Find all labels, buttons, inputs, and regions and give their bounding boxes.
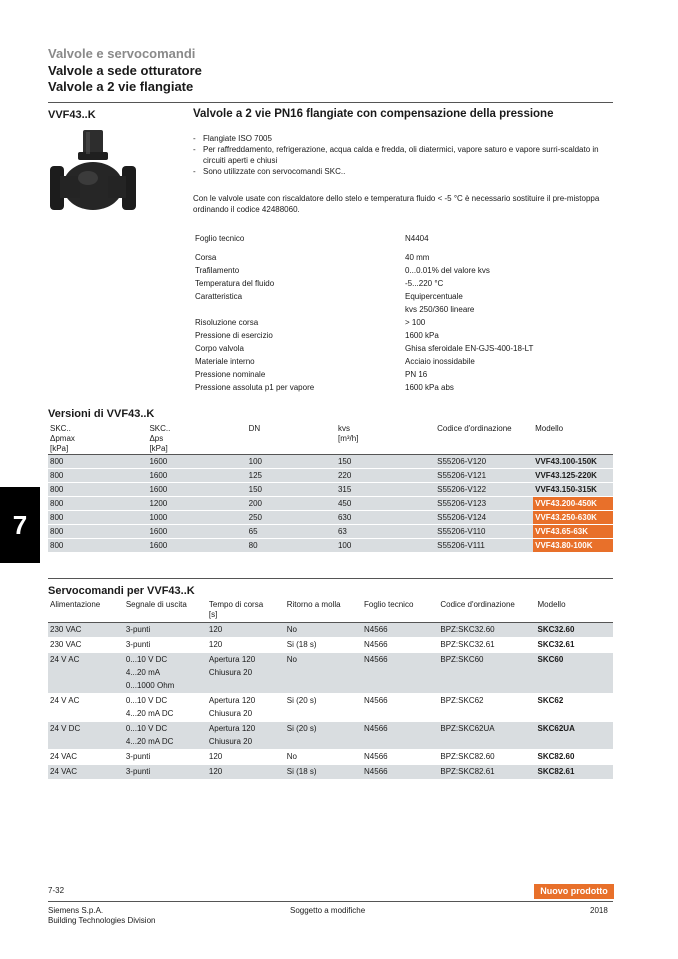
spec-value: Equipercentuale	[405, 292, 463, 301]
table-cell: S55206-V111	[435, 539, 533, 553]
feature-item: - Per raffreddamento, refrigerazione, acqua calda e fredda, oli diatermici, vapore saturo e vapore surri-scaldato in circuiti aperti e chiusi	[193, 144, 613, 166]
model-cell: VVF43.65-63K	[533, 525, 613, 539]
spec-key: Pressione nominale	[195, 370, 266, 379]
column-header: Modello	[533, 424, 613, 455]
spec-value: 1600 kPa abs	[405, 383, 454, 392]
spec-value: Acciaio inossidabile	[405, 357, 475, 366]
model-cell: VVF43.150-315K	[533, 483, 613, 497]
table-cell: Apertura 120 Chiusura 20	[207, 722, 285, 750]
table-row	[48, 497, 613, 511]
table-cell: 230 VAC	[48, 623, 124, 638]
spec-key: Caratteristica	[195, 292, 243, 301]
model-cell: VVF43.200-450K	[533, 497, 613, 511]
table-cell: Apertura 120 Chiusura 20	[207, 653, 285, 694]
spec-key: Foglio tecnico	[195, 234, 245, 243]
table-cell: S55206-V122	[435, 483, 533, 497]
spec-key	[195, 303, 405, 316]
table-cell: No	[285, 653, 362, 694]
footer-notice: Soggetto a modifiche	[290, 906, 366, 915]
spec-key: Pressione assoluta p1 per vapore	[195, 383, 315, 392]
table-cell: 24 V DC	[48, 722, 124, 750]
table-cell: BPZ:SKC62	[438, 694, 535, 722]
model-cell: SKC82.60	[536, 750, 613, 765]
model-cell: SKC62	[536, 694, 613, 722]
table-row	[48, 469, 613, 483]
section-rule	[48, 578, 613, 579]
table-row	[48, 750, 613, 765]
table-cell: N4566	[362, 750, 438, 765]
table-cell: No	[285, 750, 362, 765]
table-cell: N4566	[362, 623, 438, 638]
model-cell: SKC32.61	[536, 638, 613, 653]
table-cell: Si (20 s)	[285, 694, 362, 722]
column-header: Ritorno a molla	[285, 600, 362, 623]
chapter-tab: 7	[0, 487, 40, 563]
spec-key: Pressione di esercizio	[195, 331, 273, 340]
model-cell: VVF43.250-630K	[533, 511, 613, 525]
table-cell: 800	[48, 455, 147, 469]
spec-key: Temperatura del fluido	[195, 279, 275, 288]
spec-value: -5...220 °C	[405, 279, 444, 288]
column-header: SKC.. Δpmax [kPa]	[48, 424, 147, 455]
spec-row	[195, 251, 535, 264]
table-cell: No	[285, 623, 362, 638]
table-cell: Apertura 120 Chiusura 20	[207, 694, 285, 722]
table-cell: 1200	[147, 497, 246, 511]
table-cell: 1600	[147, 455, 246, 469]
spec-value: Ghisa sferoidale EN-GJS-400-18-LT	[405, 344, 534, 353]
table-cell: 200	[247, 497, 336, 511]
spec-value: 40 mm	[405, 253, 430, 262]
table-cell: 3-punti	[124, 623, 207, 638]
table-cell: 24 V AC	[48, 653, 124, 694]
model-cell: SKC62UA	[536, 722, 613, 750]
column-header: Alimentazione	[48, 600, 124, 623]
table-cell: S55206-V121	[435, 469, 533, 483]
table-cell: 250	[247, 511, 336, 525]
page-number: 7-32	[48, 886, 65, 895]
column-header: DN	[247, 424, 336, 455]
valve-image	[48, 128, 148, 220]
model-cell: VVF43.125-220K	[533, 469, 613, 483]
table-cell: 0...10 V DC 4...20 mA DC	[124, 694, 207, 722]
table-cell: 800	[48, 497, 147, 511]
spec-row	[195, 277, 535, 290]
spec-row	[195, 329, 535, 342]
model-cell: SKC82.61	[536, 765, 613, 780]
spec-row	[195, 264, 535, 277]
actuators-table	[48, 600, 613, 779]
table-cell: N4566	[362, 694, 438, 722]
table-cell: 315	[336, 483, 435, 497]
model-cell: SKC32.60	[536, 623, 613, 638]
table-cell: Si (18 s)	[285, 638, 362, 653]
table-cell: S55206-V120	[435, 455, 533, 469]
table-cell: N4566	[362, 638, 438, 653]
table-row	[48, 455, 613, 469]
spec-row	[195, 355, 535, 368]
table-cell: BPZ:SKC60	[438, 653, 535, 694]
table-cell: 800	[48, 483, 147, 497]
footer-division: Building Technologies Division	[48, 916, 156, 925]
table-cell: 800	[48, 511, 147, 525]
table-cell: Si (18 s)	[285, 765, 362, 780]
table-cell: BPZ:SKC82.61	[438, 765, 535, 780]
spec-value: > 100	[405, 318, 426, 327]
spec-row	[195, 316, 535, 329]
table-cell: S55206-V110	[435, 525, 533, 539]
table-row	[48, 638, 613, 653]
spec-key: Risoluzione corsa	[195, 318, 259, 327]
table-cell: N4566	[362, 653, 438, 694]
table-cell: BPZ:SKC32.61	[438, 638, 535, 653]
product-title: Valvole a 2 vie PN16 flangiate con compensazione della pressione	[193, 108, 554, 120]
table-cell: 1600	[147, 525, 246, 539]
table-cell: 63	[336, 525, 435, 539]
versions-table	[48, 424, 613, 552]
model-cell: VVF43.100-150K	[533, 455, 613, 469]
table-cell: 3-punti	[124, 638, 207, 653]
table-cell: S55206-V124	[435, 511, 533, 525]
feature-list	[193, 133, 613, 177]
table-row	[48, 483, 613, 497]
table-cell: 150	[336, 455, 435, 469]
spec-row	[195, 290, 535, 303]
table-cell: BPZ:SKC62UA	[438, 722, 535, 750]
versions-title: Versioni di VVF43..K	[48, 408, 155, 420]
actuators-title: Servocomandi per VVF43..K	[48, 585, 195, 597]
table-cell: 800	[48, 469, 147, 483]
table-row	[48, 722, 613, 750]
table-cell: 120	[207, 765, 285, 780]
footer-year: 2018	[590, 906, 608, 915]
spec-key: Corpo valvola	[195, 344, 244, 353]
spec-row	[195, 232, 535, 245]
table-cell: 80	[247, 539, 336, 553]
spec-key: Corsa	[195, 253, 217, 262]
table-row	[48, 694, 613, 722]
spec-key: Materiale interno	[195, 357, 255, 366]
table-cell: 630	[336, 511, 435, 525]
header-category: Valvole e servocomandi	[48, 46, 196, 61]
table-row	[48, 623, 613, 638]
table-cell: 1600	[147, 469, 246, 483]
table-cell: 230 VAC	[48, 638, 124, 653]
table-cell: 1000	[147, 511, 246, 525]
table-cell: 24 V AC	[48, 694, 124, 722]
spec-value: 0...0.01% del valore kvs	[405, 266, 490, 275]
table-cell: 100	[247, 455, 336, 469]
spec-value: PN 16	[405, 370, 428, 379]
feature-item: - Flangiate ISO 7005	[193, 133, 613, 144]
table-cell: 120	[207, 623, 285, 638]
table-cell: 1600	[147, 539, 246, 553]
table-cell: 1600	[147, 483, 246, 497]
product-code: VVF43..K	[48, 109, 96, 121]
table-cell: 65	[247, 525, 336, 539]
table-cell: 100	[336, 539, 435, 553]
spec-row	[195, 368, 535, 381]
column-header: Modello	[536, 600, 613, 623]
table-cell: 120	[207, 750, 285, 765]
table-cell: 3-punti	[124, 750, 207, 765]
table-cell: 220	[336, 469, 435, 483]
footer-company: Siemens S.p.A.	[48, 906, 104, 915]
table-row	[48, 653, 613, 694]
table-row	[48, 539, 613, 553]
column-header: kvs [m³/h]	[336, 424, 435, 455]
column-header: SKC.. Δps [kPa]	[147, 424, 246, 455]
table-cell: 24 VAC	[48, 750, 124, 765]
table-cell: 0...10 V DC 4...20 mA 0...1000 Ohm	[124, 653, 207, 694]
spec-row	[195, 381, 535, 394]
header-subcategory: Valvole a sede otturatore	[48, 63, 202, 78]
footer-rule	[48, 901, 613, 902]
table-cell: 450	[336, 497, 435, 511]
column-header: Segnale di uscita	[124, 600, 207, 623]
model-cell: SKC60	[536, 653, 613, 694]
table-cell: N4566	[362, 722, 438, 750]
table-row	[48, 511, 613, 525]
spec-key: Trafilamento	[195, 266, 240, 275]
table-cell: 24 VAC	[48, 765, 124, 780]
table-cell: 125	[247, 469, 336, 483]
column-header: Codice d'ordinazione	[438, 600, 535, 623]
table-cell: Si (20 s)	[285, 722, 362, 750]
column-header: Codice d'ordinazione	[435, 424, 533, 455]
spec-table	[195, 232, 535, 394]
feature-item: - Sono utilizzate con servocomandi SKC..	[193, 166, 613, 177]
table-cell: 120	[207, 638, 285, 653]
product-note: Con le valvole usate con riscaldatore dello stelo e temperatura fluido < -5 °C è necessario sostituire il pre-mistoppa ordinando il codice 42488060.	[193, 194, 600, 214]
column-header: Tempo di corsa [s]	[207, 600, 285, 623]
new-product-badge: Nuovo prodotto	[534, 884, 614, 899]
spec-row	[195, 342, 535, 355]
spec-value: kvs 250/360 lineare	[405, 305, 475, 314]
table-cell: 800	[48, 525, 147, 539]
header-family: Valvole a 2 vie flangiate	[48, 79, 194, 94]
spec-value: N4404	[405, 234, 429, 243]
table-cell: 3-punti	[124, 765, 207, 780]
table-cell: 150	[247, 483, 336, 497]
table-row	[48, 525, 613, 539]
table-cell: 800	[48, 539, 147, 553]
model-cell: VVF43.80-100K	[533, 539, 613, 553]
spec-row	[195, 303, 535, 316]
table-row	[48, 765, 613, 780]
table-cell: N4566	[362, 765, 438, 780]
table-cell: S55206-V123	[435, 497, 533, 511]
header-rule	[48, 102, 613, 103]
column-header: Foglio tecnico	[362, 600, 438, 623]
table-cell: BPZ:SKC32.60	[438, 623, 535, 638]
table-cell: 0...10 V DC 4...20 mA DC	[124, 722, 207, 750]
spec-value: 1600 kPa	[405, 331, 439, 340]
table-cell: BPZ:SKC82.60	[438, 750, 535, 765]
